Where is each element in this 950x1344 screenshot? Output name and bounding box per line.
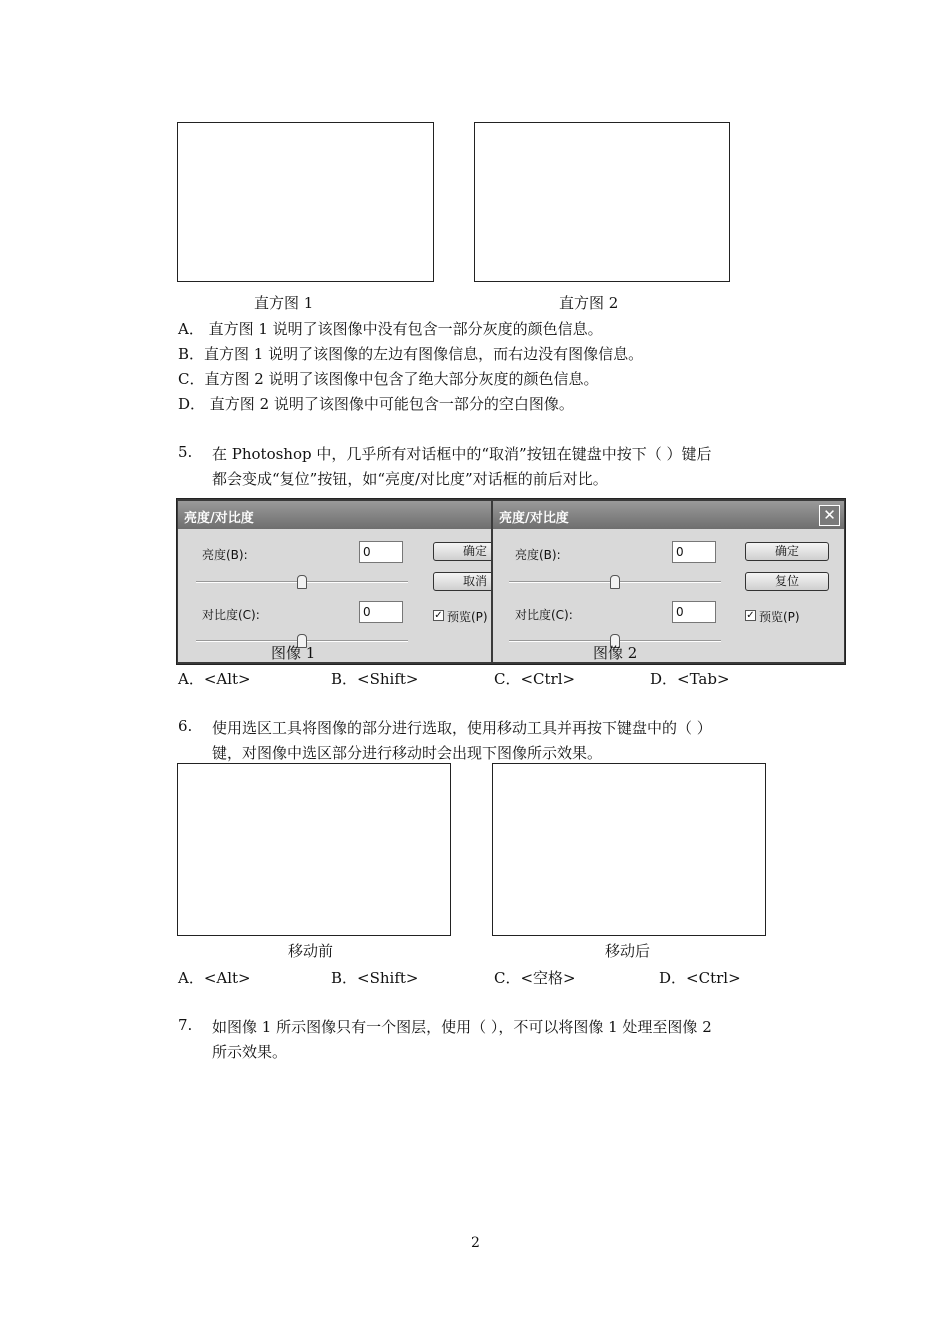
q7-number: 7. [178, 1016, 193, 1034]
dialog-after-title: 亮度/对比度 [493, 501, 844, 529]
contrast-label: 对比度(C): [202, 608, 260, 622]
image-1-caption: 图像 1 [271, 644, 316, 662]
before-move-image [177, 763, 451, 936]
reset-button[interactable]: 复位 [745, 572, 829, 591]
q6-text-line1: 使用选区工具将图像的部分进行选取，使用移动工具并再按下键盘中的（ ） [212, 719, 712, 737]
q5-text-line1: 在 Photoshop 中，几乎所有对话框中的“取消”按钮在键盘中按下（ ）键后 [212, 445, 712, 463]
close-icon[interactable]: ✕ [819, 505, 840, 526]
histogram-option-c: C．直方图 2 说明了该图像中包含了绝大部分灰度的颜色信息。 [178, 370, 599, 388]
contrast-label: 对比度(C): [515, 608, 573, 622]
q5-number: 5. [178, 443, 193, 461]
q5-option-a: A．<Alt> [178, 670, 251, 688]
page-number: 2 [471, 1235, 480, 1251]
brightness-slider-thumb[interactable] [610, 575, 620, 589]
dialog-after [493, 501, 844, 662]
q5-option-b: B．<Shift> [331, 670, 419, 688]
q6-option-b: B．<Shift> [331, 969, 419, 987]
q6-option-d: D．<Ctrl> [659, 969, 741, 987]
histogram-option-a: A． 直方图 1 说明了该图像中没有包含一部分灰度的颜色信息。 [178, 320, 603, 338]
q5-option-c: C．<Ctrl> [494, 670, 576, 688]
histogram-option-d: D． 直方图 2 说明了该图像中可能包含一部分的空白图像。 [178, 395, 574, 413]
q5-option-d: D．<Tab> [650, 670, 730, 688]
dialog-before-title: 亮度/对比度 [178, 501, 491, 529]
preview-label: 预览(P) [447, 610, 488, 624]
preview-checkbox[interactable]: ✓ [434, 610, 443, 621]
dialog-before [178, 501, 491, 662]
brightness-label: 亮度(B): [202, 548, 248, 562]
q7-text-line1: 如图像 1 所示图像只有一个图层，使用（ ），不可以将图像 1 处理至图像 2 [212, 1018, 712, 1036]
brightness-label: 亮度(B): [515, 548, 561, 562]
brightness-contrast-comparison [176, 498, 846, 665]
brightness-input[interactable]: 0 [672, 541, 716, 563]
before-move-caption: 移动前 [288, 942, 334, 960]
contrast-input[interactable]: 0 [672, 601, 716, 623]
q6-option-a: A．<Alt> [178, 969, 251, 987]
contrast-input[interactable]: 0 [359, 601, 403, 623]
cancel-button[interactable]: 取消 [433, 572, 491, 591]
histogram-option-b: B．直方图 1 说明了该图像的左边有图像信息，而右边没有图像信息。 [178, 345, 644, 363]
ok-button[interactable]: 确定 [433, 542, 491, 561]
after-move-caption: 移动后 [605, 942, 651, 960]
q7-text-line2: 所示效果。 [212, 1043, 288, 1061]
after-move-image [492, 763, 766, 936]
preview-checkbox[interactable]: ✓ [746, 610, 755, 621]
brightness-input[interactable]: 0 [359, 541, 403, 563]
histogram-1-image [177, 122, 434, 282]
image-2-caption: 图像 2 [593, 644, 638, 662]
brightness-slider-thumb[interactable] [297, 575, 307, 589]
q5-text-line2: 都会变成“复位”按钮，如“亮度/对比度”对话框的前后对比。 [212, 470, 608, 488]
histogram-1-caption: 直方图 1 [254, 294, 314, 312]
histogram-2-image [474, 122, 730, 282]
ok-button[interactable]: 确定 [745, 542, 829, 561]
q6-text-line2: 键，对图像中选区部分进行移动时会出现下图像所示效果。 [212, 744, 603, 762]
histogram-2-caption: 直方图 2 [559, 294, 619, 312]
q6-option-c: C．<空格> [494, 969, 576, 987]
q6-number: 6. [178, 717, 193, 735]
preview-label: 预览(P) [759, 610, 800, 624]
